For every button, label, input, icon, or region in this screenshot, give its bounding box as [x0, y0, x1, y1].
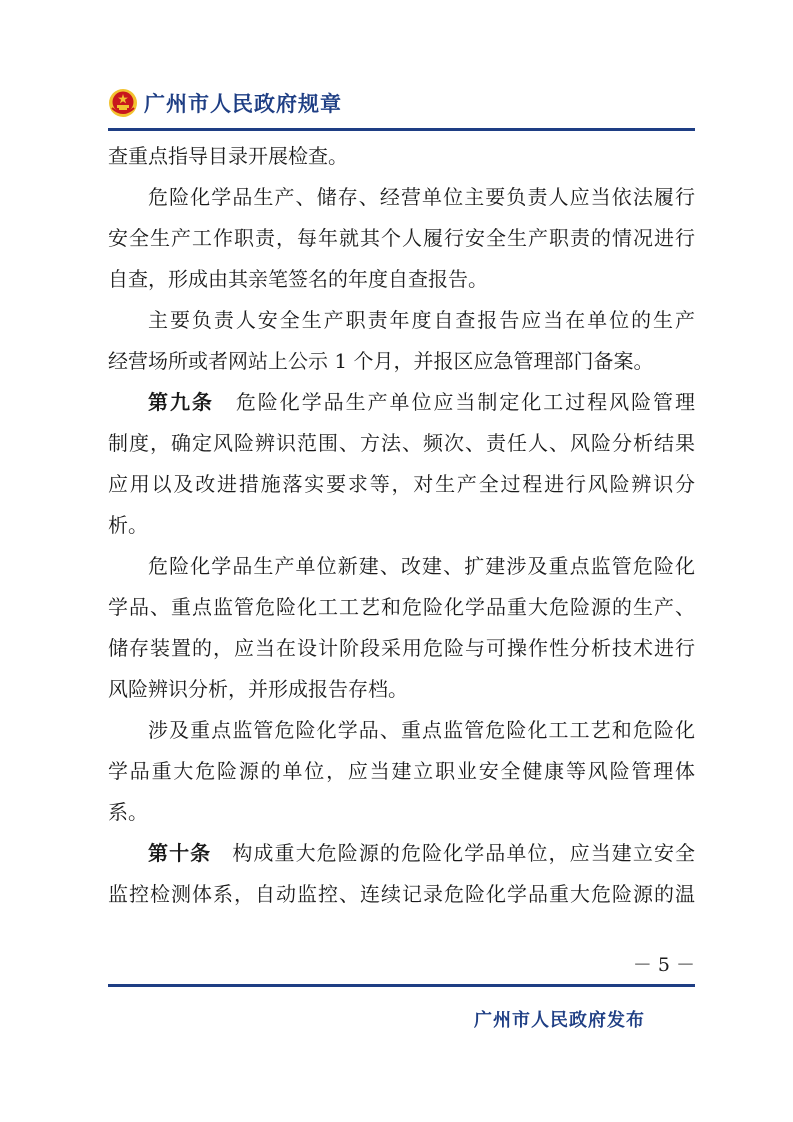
- line-text: 危险化学品生产、储存、经营单位主要负责人应当依法履行: [148, 185, 695, 209]
- text-line: [108, 136, 695, 177]
- line-text: 应用以及改进措施落实要求等，对生产全过程进行风险辨识分: [108, 472, 695, 496]
- document-header: [108, 84, 342, 122]
- line-text: 制度，确定风险辨识范围、方法、频次、责任人、风险分析结果: [108, 431, 695, 455]
- text-line: [108, 874, 695, 915]
- text-line: [108, 792, 695, 833]
- line-text: 自查，形成由其亲笔签名的年度自查报告。: [108, 267, 488, 291]
- line-text: 构成重大危险源的危险化学品单位，应当建立安全: [232, 841, 696, 865]
- line-text: 危险化学品生产单位新建、改建、扩建涉及重点监管危险化: [148, 554, 695, 578]
- page-number: － 5 －: [632, 954, 695, 976]
- header-divider: [108, 128, 695, 131]
- line-text: 危险化学品生产单位应当制定化工过程风险管理: [235, 390, 696, 414]
- text-line: [108, 546, 695, 587]
- text-line: [108, 423, 695, 464]
- line-text: 主要负责人安全生产职责年度自查报告应当在单位的生产: [148, 308, 695, 332]
- text-line: [108, 833, 695, 874]
- text-line: [108, 218, 695, 259]
- line-text: 经营场所或者网站上公示 1 个月，并报区应急管理部门备案。: [108, 349, 654, 373]
- text-line: [108, 710, 695, 751]
- text-line: [108, 464, 695, 505]
- text-line: [108, 341, 695, 382]
- text-line: [108, 382, 695, 423]
- line-text: 风险辨识分析，并形成报告存档。: [108, 677, 408, 701]
- text-line: [108, 628, 695, 669]
- article-number: 第十条: [148, 841, 212, 865]
- line-text: 学品、重点监管危险化工工艺和危险化学品重大危险源的生产、: [108, 595, 695, 619]
- line-text: 安全生产工作职责，每年就其个人履行安全生产职责的情况进行: [108, 226, 695, 250]
- text-line: [108, 505, 695, 546]
- line-text: 涉及重点监管危险化学品、重点监管危险化工工艺和危险化: [148, 718, 695, 742]
- national-emblem-icon: [108, 88, 138, 118]
- line-text: 监控检测体系，自动监控、连续记录危险化学品重大危险源的温: [108, 882, 695, 906]
- line-text: 系。: [108, 800, 148, 824]
- text-line: [108, 587, 695, 628]
- document-body: [108, 136, 695, 915]
- text-line: [108, 300, 695, 341]
- line-text: 储存装置的，应当在设计阶段采用危险与可操作性分析技术进行: [108, 636, 695, 660]
- header-title: 广州市人民政府规章: [144, 92, 342, 116]
- text-line: [108, 751, 695, 792]
- line-text: 学品重大危险源的单位，应当建立职业安全健康等风险管理体: [108, 759, 695, 783]
- article-number: 第九条: [148, 390, 214, 414]
- line-text: 查重点指导目录开展检查。: [108, 144, 348, 168]
- text-line: [108, 669, 695, 710]
- footer-publisher: 广州市人民政府发布: [474, 1010, 645, 1031]
- footer-divider: [108, 984, 695, 987]
- text-line: [108, 259, 695, 300]
- line-text: 析。: [108, 513, 148, 537]
- text-line: [108, 177, 695, 218]
